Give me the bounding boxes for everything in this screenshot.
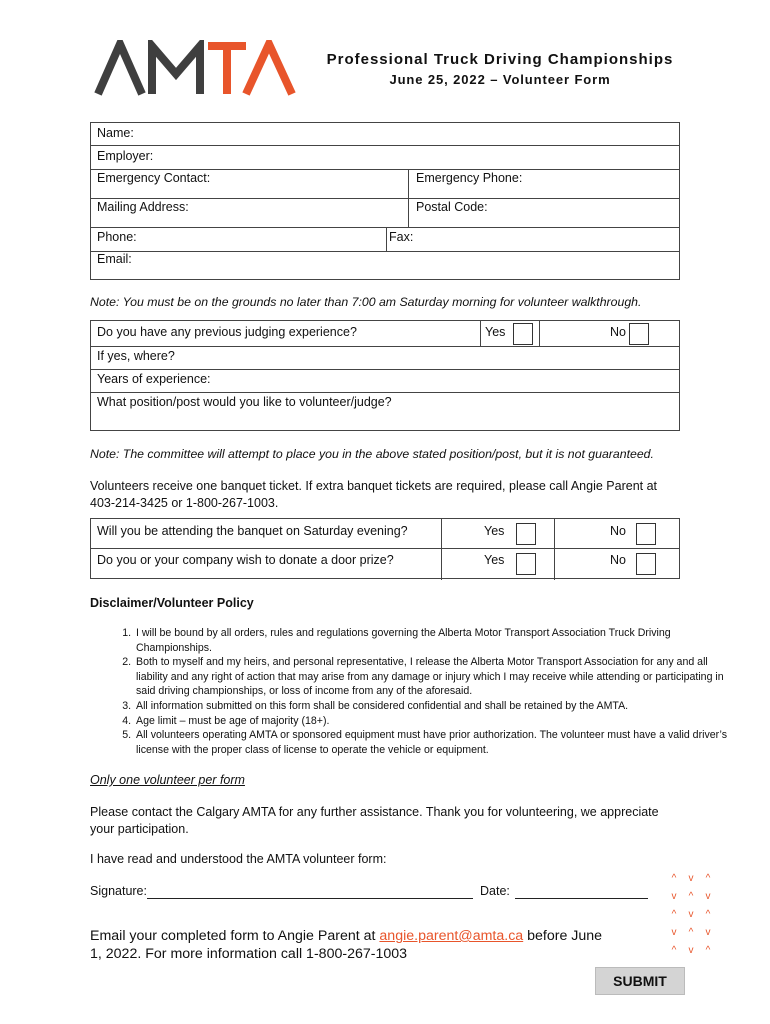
judging-no-checkbox[interactable] <box>629 323 649 345</box>
walkthrough-note: Note: You must be on the grounds no later than 7:00 am Saturday morning for volunteer walkthrough. <box>90 295 642 309</box>
emergency-row[interactable] <box>91 170 679 199</box>
phone-row[interactable] <box>91 228 679 252</box>
position-label: What position/post would you like to volunteer/judge? <box>97 395 392 409</box>
policy-item: 4. Age limit – must be age of majority (18+). <box>134 714 734 729</box>
emergency-phone-label: Emergency Phone: <box>416 171 523 185</box>
policy-item: 1. I will be bound by all orders, rules and regulations governing the Alberta Motor Transport Association Truck Driving Championships. <box>134 626 734 655</box>
name-row[interactable] <box>91 123 679 146</box>
form-subtitle: June 25, 2022 – Volunteer Form <box>389 72 611 87</box>
fax-label: Fax: <box>389 230 414 244</box>
amta-logo <box>94 40 296 96</box>
door-prize-row <box>91 549 679 580</box>
where-row[interactable] <box>91 347 679 370</box>
signature-field[interactable] <box>147 898 473 899</box>
banquet-table <box>90 518 680 579</box>
placement-note: Note: The committee will attempt to place you in the above stated position/post, but it is not guaranteed. <box>90 447 654 461</box>
email-prefix: Email your completed form to Angie Parent at <box>90 928 380 944</box>
mailing-address-label: Mailing Address: <box>97 200 189 214</box>
phone-label: Phone: <box>97 230 137 244</box>
read-understood: I have read and understood the AMTA volunteer form: <box>90 852 387 866</box>
email-link[interactable]: angie.parent@amta.ca <box>379 928 524 944</box>
email-instructions <box>90 927 610 963</box>
postal-code-label: Postal Code: <box>416 200 488 214</box>
banquet-no-checkbox[interactable] <box>636 523 656 545</box>
address-row[interactable] <box>91 199 679 228</box>
door-prize-question: Do you or your company wish to donate a door prize? <box>97 553 394 567</box>
emergency-contact-label: Emergency Contact: <box>97 171 211 185</box>
years-row[interactable] <box>91 370 679 393</box>
contact-table <box>90 122 680 280</box>
where-label: If yes, where? <box>97 349 175 363</box>
date-field[interactable] <box>515 898 648 899</box>
judging-no-label: No <box>610 325 626 339</box>
name-label: Name: <box>97 126 134 140</box>
email-label: Email: <box>97 252 132 266</box>
date-label: Date: <box>480 884 510 898</box>
policy-item: 5. All volunteers operating AMTA or sponsored equipment must have prior authorization. The volunteer must have a valid driver’s license with the proper class of license to operate the vehicle or equipment. <box>134 728 734 757</box>
banquet-info: Volunteers receive one banquet ticket. If extra banquet tickets are required, please call Angie Parent at 403-214-3425 or 1-800-267-1003. <box>90 479 658 510</box>
disclaimer-heading: Disclaimer/Volunteer Policy <box>90 596 254 610</box>
signature-label: Signature: <box>90 884 147 898</box>
email-suffix: before June 1, 2022. For more information call 1-800-267-1003 <box>90 928 603 962</box>
judging-yes-label: Yes <box>485 325 506 339</box>
judging-table <box>90 320 680 431</box>
banquet-yes-label: Yes <box>484 524 505 538</box>
door-prize-yes-label: Yes <box>484 553 505 567</box>
judging-question: Do you have any previous judging experience? <box>97 325 357 339</box>
years-label: Years of experience: <box>97 372 211 386</box>
judging-row <box>91 321 679 347</box>
contact-text: Please contact the Calgary AMTA for any further assistance. Thank you for volunteering, we appreciate your participation. <box>90 805 659 836</box>
form-title: Professional Truck Driving Championships <box>326 51 674 68</box>
email-row[interactable] <box>91 252 679 281</box>
employer-row[interactable] <box>91 146 679 170</box>
banquet-yes-checkbox[interactable] <box>516 523 536 545</box>
door-prize-yes-checkbox[interactable] <box>516 553 536 575</box>
banquet-question: Will you be attending the banquet on Saturday evening? <box>97 524 408 538</box>
one-volunteer-note: Only one volunteer per form <box>90 773 245 787</box>
employer-label: Employer: <box>97 149 154 163</box>
banquet-no-label: No <box>610 524 626 538</box>
policy-item: 2. Both to myself and my heirs, and personal representative, I release the Alberta Motor Transport Association for any and all liability and any right of action that may arise from any damage or injury which I may receive while attending or participating in said driving championships, or loss of income from any of the aforesaid. <box>134 655 734 699</box>
door-prize-no-checkbox[interactable] <box>636 553 656 575</box>
submit-button[interactable]: SUBMIT <box>595 967 685 995</box>
door-prize-no-label: No <box>610 553 626 567</box>
banquet-row <box>91 519 679 549</box>
position-row[interactable] <box>91 393 679 432</box>
judging-yes-checkbox[interactable] <box>513 323 533 345</box>
disclaimer-list <box>90 626 734 757</box>
policy-item: 3. All information submitted on this form shall be considered confidential and shall be retained by the AMTA. <box>134 699 734 714</box>
